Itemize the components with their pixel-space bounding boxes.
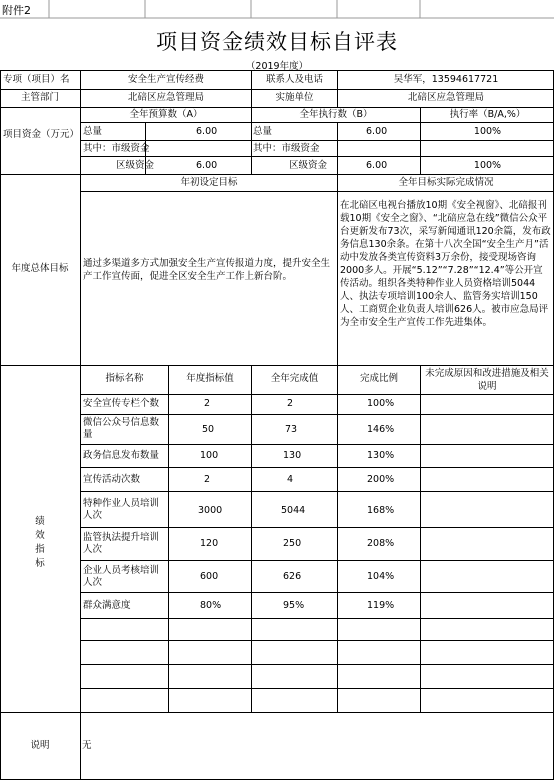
perf-row-3-target: 100: [200, 450, 219, 461]
funds-city-label-a: 其中：市级资金: [83, 143, 150, 154]
project-name-label: 专项（项目）名: [3, 74, 70, 85]
perf-row-5-target: 3000: [198, 505, 223, 516]
perf-row-7-name: 企业人员考核培训人次: [83, 565, 160, 588]
goal-header: 年初设定目标: [180, 177, 238, 188]
perf-row-2-ratio: 146%: [367, 424, 395, 435]
perf-row-7-ratio: 104%: [367, 571, 395, 582]
impl-value: 北碚区应急管理局: [407, 92, 484, 103]
project-name-value: 安全生产宣传经费: [127, 74, 204, 85]
perf-header-target: 年度指标值: [186, 373, 234, 384]
funds-district-value-a: 6.00: [196, 160, 218, 171]
perf-row-6-actual: 250: [283, 538, 302, 549]
funds-total-label-b: 总量: [253, 126, 273, 137]
perf-row-1-actual: 2: [287, 398, 294, 409]
funds-district-value-b: 6.00: [366, 160, 388, 171]
perf-row-3-actual: 130: [283, 450, 302, 461]
exec-header: 全年执行数（B）: [299, 109, 373, 120]
perf-header-ratio: 完成比例: [359, 373, 398, 384]
perf-row-7-target: 600: [200, 571, 219, 582]
funds-district-rate: 100%: [473, 160, 502, 171]
remark-value: 无: [82, 740, 92, 751]
perf-row-5-actual: 5044: [281, 505, 306, 516]
perf-row-8-target: 80%: [200, 600, 222, 611]
contact-label: 联系人及电话: [265, 74, 323, 85]
perf-row-5-ratio: 168%: [367, 505, 395, 516]
perf-row-4-ratio: 200%: [367, 474, 395, 485]
remark-label: 说明: [30, 740, 50, 751]
impl-label: 实施单位: [275, 92, 314, 103]
year-label: （2019年度）: [245, 61, 309, 72]
perf-row-3-ratio: 130%: [367, 450, 395, 461]
perf-row-6-target: 120: [200, 538, 219, 549]
perf-row-2-name: 微信公众号信息数量: [83, 417, 160, 440]
funds-total-rate: 100%: [473, 126, 502, 137]
perf-row-8-name: 群众满意度: [83, 600, 131, 611]
perf-row-4-actual: 4: [287, 474, 294, 485]
perf-row-1-target: 2: [204, 398, 211, 409]
funds-district-label-a: 区级资金: [116, 160, 155, 171]
dept-value: 北碚区应急管理局: [127, 92, 204, 103]
actual-header: 全年目标实际完成情况: [398, 177, 494, 188]
funds-total-label-a: 总量: [83, 126, 103, 137]
funds-total-value-a: 6.00: [196, 126, 218, 137]
perf-row-4-target: 2: [204, 474, 211, 485]
actual-text: 在北碚区电视台播放10期《安全视窗》、北碚报刊载10期《安全之窗》、“北碚应急在线”微信公众平台更新发布73次，采写新闻通讯120余篇，发布政务信息130余条。在第十八次全国“安全生产月”活动中发放各类宣传资料3万余份，接受现场咨询2000多人。开展“5.12”“7.28”“12.4”等公开宣传活动。组织各类特种作业人员资格培训5044人、执法专项培训100余人、监管务实培训150人、工商贸企业负责人培训626人。被市应急局评为全市安全生产宣传工作先进集体。: [340, 200, 551, 328]
budget-header: 全年预算数（A）: [129, 109, 203, 120]
perf-row-8-ratio: 119%: [367, 600, 395, 611]
performance-label: 绩效指标: [35, 516, 45, 569]
perf-header-note: 未完成原因和改进措施及相关说明: [425, 368, 549, 392]
perf-row-1-ratio: 100%: [367, 398, 395, 409]
page-title: 项目资金绩效目标自评表: [156, 30, 398, 54]
perf-row-7-actual: 626: [283, 571, 302, 582]
perf-row-6-ratio: 208%: [367, 538, 395, 549]
perf-row-4-name: 宣传活动次数: [83, 474, 141, 485]
perf-row-2-target: 50: [202, 424, 215, 435]
perf-row-1-name: 安全宣传专栏个数: [83, 398, 160, 409]
dept-label: 主管部门: [20, 92, 59, 103]
funds-city-label-b: 其中：市级资金: [253, 143, 320, 154]
perf-header-actual: 全年完成值: [270, 373, 319, 384]
perf-row-8-actual: 95%: [283, 600, 305, 611]
contact-value: 吴华军，13594617721: [393, 74, 499, 85]
attachment-label: 附件2: [2, 4, 31, 17]
goal-text: 通过多渠道多方式加强安全生产宣传报道力度，提升安全生产工作宣传面，促进全区安全生产工作上新台阶。: [83, 258, 331, 282]
perf-row-6-name: 监管执法提升培训人次: [83, 532, 160, 555]
perf-row-2-actual: 73: [285, 424, 298, 435]
rate-header: 执行率（B/A,%）: [449, 109, 526, 120]
funds-label: 项目资金（万元）: [3, 129, 80, 140]
perf-row-5-name: 特种作业人员培训人次: [83, 498, 160, 521]
perf-header-name: 指标名称: [105, 373, 144, 384]
funds-district-label-b: 区级资金: [289, 160, 328, 171]
perf-row-3-name: 政务信息发布数量: [83, 450, 160, 461]
annual-goal-label: 年度总体目标: [11, 263, 69, 274]
funds-total-value-b: 6.00: [366, 126, 388, 137]
